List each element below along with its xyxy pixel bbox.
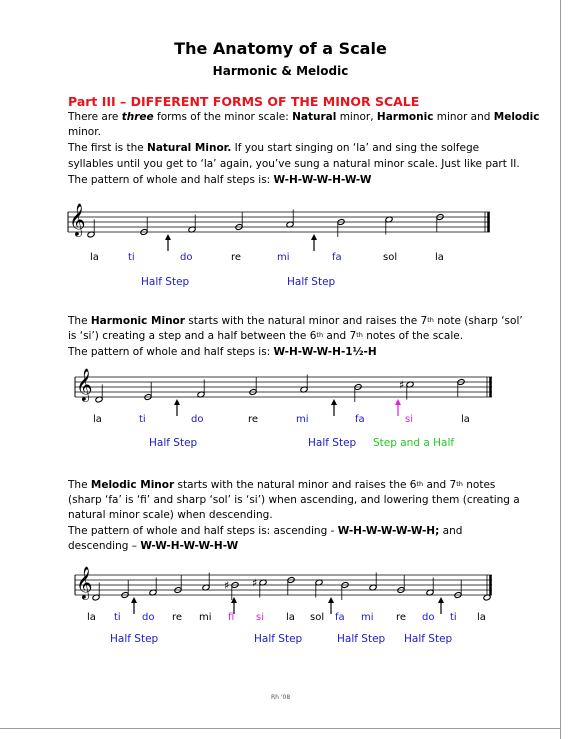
melodic-sharp-icon: ♯: [224, 579, 230, 592]
harmonic-sharp-icon: ♯: [399, 378, 405, 392]
intro-line-2: minor.: [68, 126, 101, 138]
natural-syllable-1: ti: [128, 252, 135, 263]
melodic-syllable-1: ti: [114, 612, 121, 623]
melodic-syllable-13: ti: [450, 612, 457, 623]
melodic-arrow-head-icon: [438, 597, 444, 603]
natural-syllable-0: la: [90, 252, 99, 263]
intro-line-1: There are three forms of the minor scale: Natural minor, Harmonic minor and Melodic: [68, 111, 540, 123]
melodic-syllable-14: la: [477, 612, 486, 623]
natural-arrow-head-icon: [165, 234, 171, 240]
melodic-line-2: (sharp ‘fa’ is ‘fi’ and sharp ‘sol’ is ‘si’) when ascending, and lowering them (creating a: [68, 494, 520, 506]
harmonic-line-1: The Harmonic Minor starts with the natural minor and raises the 7th note (sharp ‘sol’: [68, 315, 523, 327]
melodic-syllable-7: la: [286, 612, 295, 623]
harmonic-syllable-3: re: [248, 414, 259, 425]
melodic-syllable-12: do: [422, 612, 435, 623]
harmonic-treble-clef-icon: 𝄞: [76, 368, 93, 401]
melodic-half-step-3: Half Step: [337, 633, 386, 645]
harmonic-step-and-half: Step and a Half: [373, 437, 455, 449]
harmonic-arrow-head-icon: [174, 399, 180, 405]
natural-arrow-head-icon: [311, 234, 317, 240]
natural-half-step-2: Half Step: [287, 276, 336, 288]
natural-half-step-1: Half Step: [141, 276, 190, 288]
harmonic-syllable-6: si: [405, 414, 413, 425]
melodic-line-5: descending – W-W-H-W-W-H-W: [68, 540, 239, 552]
melodic-line-1: The Melodic Minor starts with the natural minor and raises the 6th and 7th notes: [68, 479, 496, 491]
harmonic-syllable-2: do: [191, 414, 204, 425]
melodic-arrow-head-icon: [328, 597, 334, 603]
harmonic-line-2: is ‘si’) creating a step and a half between the 6th and 7th notes of the scale.: [68, 330, 464, 342]
page-title: The Anatomy of a Scale: [174, 39, 387, 58]
melodic-arrow-head-icon: [131, 597, 137, 603]
harmonic-arrow-head-icon: [331, 399, 337, 405]
page-subtitle: Harmonic & Melodic: [212, 64, 349, 78]
melodic-syllable-11: re: [396, 612, 407, 623]
intro-line-3: The first is the Natural Minor. If you start singing on ‘la’ and sing the solfege: [68, 142, 480, 154]
melodic-line-3: natural minor scale) when descending.: [68, 509, 273, 521]
melodic-half-step-1: Half Step: [110, 633, 159, 645]
harmonic-syllable-1: ti: [139, 414, 146, 425]
harmonic-syllable-4: mi: [296, 414, 309, 425]
footer-initials: Rh '08: [271, 694, 291, 701]
melodic-syllable-5: fi: [228, 612, 235, 623]
melodic-syllable-2: do: [142, 612, 155, 623]
harmonic-syllable-7: la: [461, 414, 470, 425]
harmonic-syllable-0: la: [93, 414, 102, 425]
melodic-syllable-6: si: [256, 612, 264, 623]
natural-syllable-3: re: [231, 252, 242, 263]
part-heading: Part III – DIFFERENT FORMS OF THE MINOR SCALE: [68, 94, 420, 109]
natural-syllable-5: fa: [332, 252, 342, 263]
melodic-syllable-4: mi: [199, 612, 212, 623]
harmonic-line-3: The pattern of whole and half steps is: W-H-W-W-H-1½-H: [68, 346, 377, 358]
harmonic-syllable-5: fa: [355, 414, 365, 425]
melodic-syllable-9: fa: [335, 612, 345, 623]
melodic-sharp-icon: ♯: [252, 576, 258, 590]
intro-line-5: The pattern of whole and half steps is: W-H-W-W-H-W-W: [68, 174, 372, 186]
harmonic-half-step-1: Half Step: [149, 437, 198, 449]
natural-syllable-7: la: [435, 252, 444, 263]
harmonic-arrow-head-icon: [395, 399, 401, 405]
natural-syllable-6: sol: [383, 252, 398, 263]
natural-syllable-2: do: [180, 252, 193, 263]
melodic-line-4: The pattern of whole and half steps is: ascending - W-H-W-W-W-W-H; and: [68, 525, 463, 537]
intro-line-4: syllables until you get to ‘la’ again, you’ve sung a natural minor scale. Just like part II.: [68, 158, 520, 170]
melodic-syllable-0: la: [87, 612, 96, 623]
melodic-treble-clef-icon: 𝄞: [76, 566, 93, 599]
natural-syllable-4: mi: [277, 252, 290, 263]
melodic-syllable-3: re: [172, 612, 183, 623]
natural-treble-clef-icon: 𝄞: [69, 203, 86, 236]
melodic-half-step-2: Half Step: [254, 633, 303, 645]
melodic-half-step-4: Half Step: [404, 633, 453, 645]
melodic-syllable-10: mi: [361, 612, 374, 623]
melodic-syllable-8: sol: [310, 612, 325, 623]
harmonic-half-step-2: Half Step: [308, 437, 357, 449]
